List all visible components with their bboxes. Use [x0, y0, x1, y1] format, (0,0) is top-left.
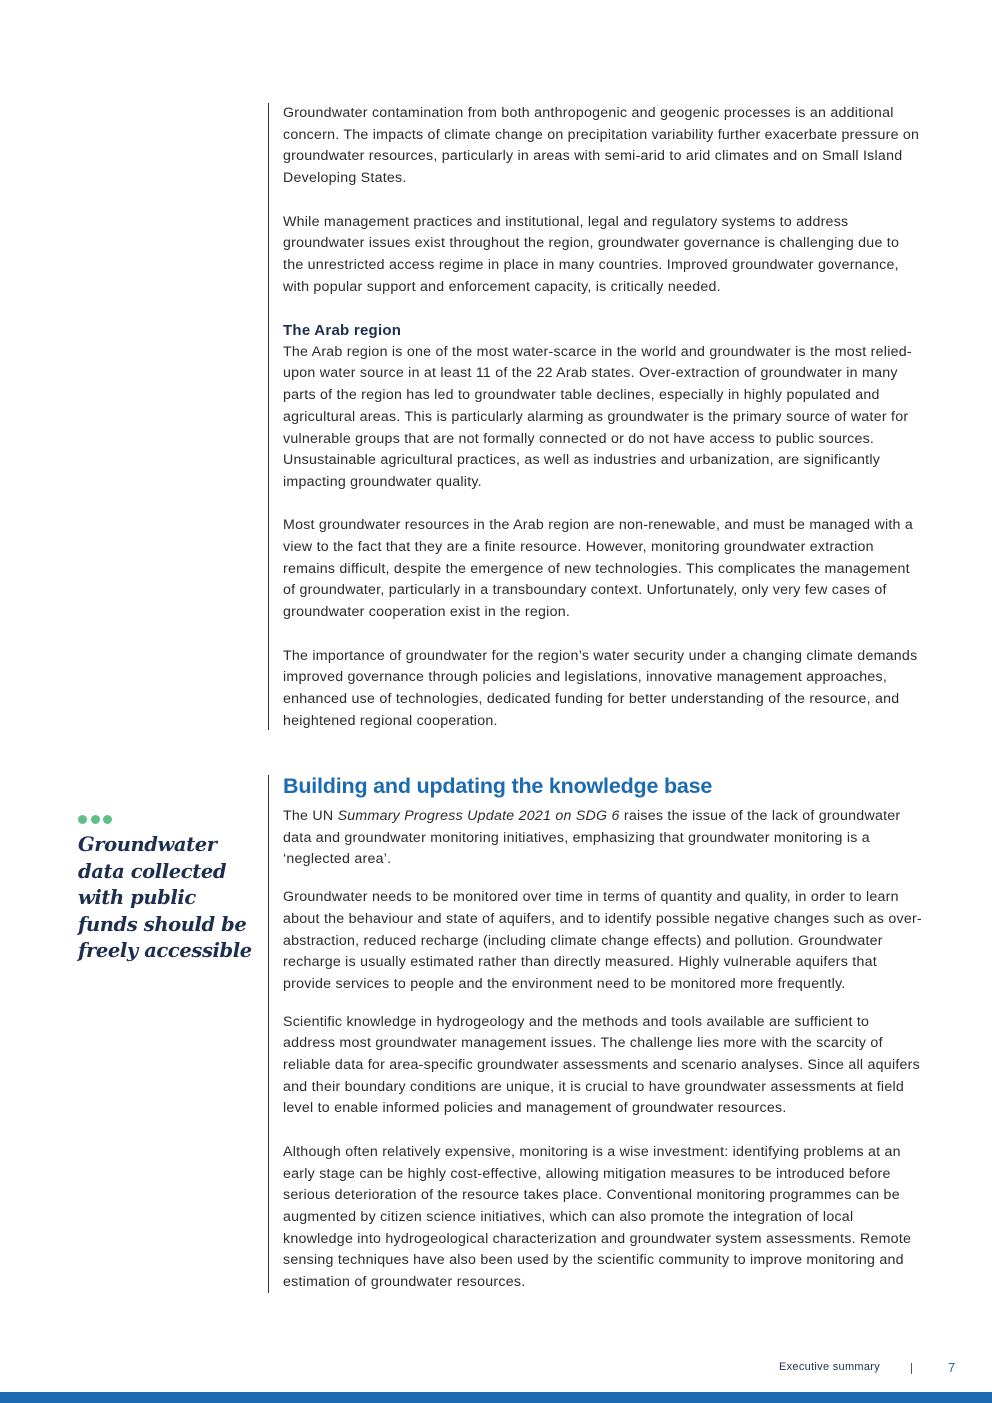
dots-decoration [78, 815, 112, 824]
paragraph: The Arab region is one of the most water-scarce in the world and groundwater is the most relied-upon water source in at least 11 of the 22 Arab states. Over-extraction of groundwater in many parts of the region has led to groundwater table declines, especially in highly populated and agricultural areas. This is particularly alarming as groundwater is the primary source of water for vulnerable groups that are not formally connected or do not have access to public sources. Unsustainable agricultural practices, as well as industries and urbanization, are significantly impacting groundwater quality. [283, 343, 912, 490]
subheading-arab-region: The Arab region [283, 322, 402, 339]
paragraph: The importance of groundwater for the region’s water security under a changing climate demands improved governance through policies and legislations, innovative management approaches, enhanced use of technologies, dedicated funding for better understanding of the resource, and heightened regional cooperation. [283, 647, 918, 729]
page-number: 7 [948, 1360, 956, 1375]
paragraph: Scientific knowledge in hydrogeology and the methods and tools available are sufficient to address most groundwater management issues. The challenge lies more with the scarcity of reliable data for area-specific groundwater assessments and scenario analyses. Since all aquifers and their boundary conditions are unique, it is crucial to have groundwater assessments at field level to enable informed policies and management of groundwater resources. [283, 1013, 921, 1117]
section2-text [283, 773, 923, 1294]
arab-region-block [283, 320, 923, 494]
footer-divider [911, 1363, 912, 1374]
bottom-bar [0, 1392, 992, 1403]
paragraph: While management practices and institutional, legal and regulatory systems to address groundwater issues exist throughout the region, groundwater governance is challenging due to the unrestricted access regime in place in many countries. Improved groundwater governance, with popular support and enforcement capacity, is critically needed. [283, 213, 900, 295]
paragraph: Most groundwater resources in the Arab region are non-renewable, and must be managed with a view to the fact that they are a finite resource. However, monitoring groundwater extraction remains difficult, despite the emergence of new technologies. This complicates the management of groundwater, particularly in a transboundary context. Unfortunately, only very few cases of groundwater cooperation exist in the region. [283, 517, 914, 621]
footer-section-label: Executive summary [779, 1361, 881, 1373]
paragraph: Although often relatively expensive, monitoring is a wise investment: identifying problems at an early stage can be highly cost-effective, allowing mitigation measures to be introduced before serious deterioration of the resource takes place. Conventional monitoring programmes can be augmented by citizen science initiatives, which can also promote the integration of local knowledge into hydrogeological characterization and groundwater system assessments. Remote sensing techniques have also been used by the scientific community to improve monitoring and estimation of groundwater resources. [283, 1143, 912, 1291]
dot-icon [91, 815, 100, 824]
intro-text: raises the issue of the lack of groundwater data and groundwater monitoring initiatives, emphasizing that groundwater monitoring is a ‘neglected area’. [283, 808, 901, 868]
intro-text: The UN [283, 808, 338, 824]
paragraph: Groundwater needs to be monitored over time in terms of quantity and quality, in order to learn about the behaviour and state of aquifers, and to identify possible negative changes such as over-abstraction, reduced recharge (including climate change effects) and pollution. Groundwater recharge is usually estimated rather than directly measured. Highly vulnerable aquifers that provide services to people and the environment need to be monitored more frequently. [283, 889, 922, 992]
dot-icon [78, 815, 87, 824]
section-heading: Building and updating the knowledge base [283, 774, 713, 798]
section2-rule [268, 775, 269, 1293]
report-title: Summary Progress Update 2021 on SDG 6 [337, 808, 620, 824]
section1-text [283, 103, 923, 732]
paragraph: Groundwater contamination from both anthropogenic and geogenic processes is an additional concern. The impacts of climate change on precipitation variability further exacerbate pressure on groundwater resources, particularly in areas with semi-arid to arid climates and on Small Island Developing States. [283, 105, 920, 187]
paragraph-intro [283, 806, 923, 871]
pull-quote: Groundwater data collected with public funds should be freely accessible [78, 833, 252, 963]
dot-icon [103, 815, 112, 824]
section1-rule [268, 103, 269, 730]
